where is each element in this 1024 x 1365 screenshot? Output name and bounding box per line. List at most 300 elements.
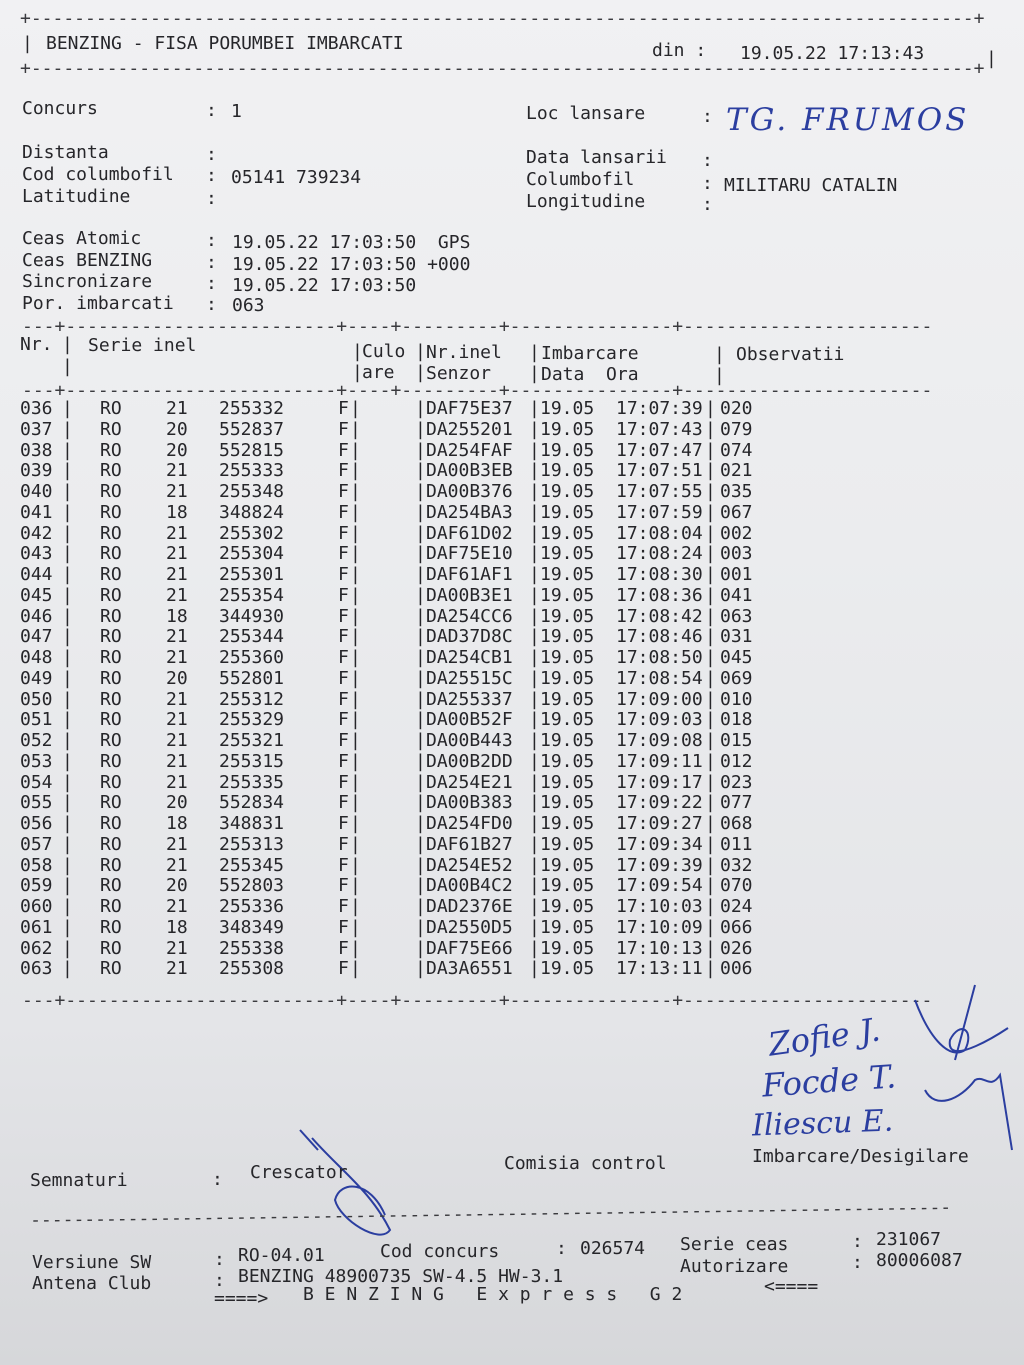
colon: : [702,106,713,127]
cell-sep: | [529,564,540,585]
cell-time: 17:08:54 [616,667,703,689]
cell-year: 21 [166,564,188,585]
cell-nr: 041 [20,501,53,523]
cell-country: RO [100,730,122,751]
cell-nr: 062 [20,937,53,959]
header-culoare-2: are [362,362,395,383]
header-data-ora: Data Ora [541,364,639,385]
cell-date: 19.05 [540,958,595,980]
cell-sex: F [338,709,349,731]
semnaturi-label: Semnaturi [30,1170,128,1191]
cell-sep: | [705,771,716,793]
cell-year: 21 [166,626,188,648]
ceas-benzing-value: 19.05.22 17:03:50 +000 [232,254,471,275]
cell-date: 19.05 [540,564,595,585]
cell-sep: | [415,543,426,565]
cell-sep: | [705,792,716,814]
header-sep: | [62,356,73,377]
distanta-label: Distanta [22,142,109,163]
colon: : [214,1249,225,1270]
cell-year: 21 [166,584,188,606]
header-senzor: Senzor [426,363,492,384]
cell-year: 20 [166,875,188,897]
cell-sep: | [350,896,361,917]
cell-sensor: DA255201 [426,418,513,440]
cell-nr: 036 [20,398,53,419]
cell-sep: | [350,688,361,710]
colon: : [206,230,217,251]
cell-nr: 051 [20,709,53,731]
cell-sensor: DA25515C [426,667,513,689]
cell-year: 21 [166,709,188,731]
cell-sensor: DAF75E37 [426,398,513,419]
cell-year: 21 [166,771,188,793]
cell-time: 17:08:42 [616,605,703,627]
cell-nr: 038 [20,439,53,461]
cell-sex: F [338,647,349,668]
cell-sex: F [338,833,349,855]
cell-ring: 255321 [219,730,285,751]
cell-sep: | [529,813,540,834]
cell-sex: F [338,875,349,897]
cell-country: RO [100,750,122,772]
cell-sep: | [350,460,361,482]
din-label: din : [652,40,707,61]
header-sep: | [62,334,73,355]
cell-sep: | [415,854,426,876]
cell-time: 17:09:11 [616,750,703,772]
cell-sensor: DA254FD0 [426,813,513,834]
cell-sep: | [705,626,716,648]
cell-sep: | [350,875,361,897]
cell-sep: | [62,501,73,523]
cell-sep: | [529,481,540,502]
cell-country: RO [100,584,122,606]
colon: : [206,294,217,315]
cell-nr: 040 [20,481,53,502]
header-culoare-1: Culo [362,341,406,362]
antena-club-label: Antena Club [32,1273,152,1294]
cell-sep: | [705,460,716,482]
colon: : [556,1238,567,1259]
banner-arrow-right: <==== [764,1276,819,1297]
cell-year: 21 [166,460,188,482]
cell-sep: | [705,647,716,668]
cell-date: 19.05 [540,937,595,959]
cell-time: 17:09:54 [616,875,703,897]
cell-sensor: DAF61D02 [426,522,513,544]
cell-date: 19.05 [540,896,595,917]
cell-ring: 255301 [219,564,285,585]
cell-sex: F [338,584,349,606]
colon: : [852,1231,863,1252]
cell-sex: F [338,481,349,502]
comisia-control-label: Comisia control [504,1153,667,1174]
document-title: BENZING - FISA PORUMBEI IMBARCATI [46,33,404,54]
cell-sep: | [415,896,426,917]
cell-obs: 035 [720,481,753,502]
cell-sep: | [350,418,361,440]
cell-sep: | [62,750,73,772]
cell-ring: 348349 [219,916,285,938]
cell-sep: | [705,688,716,710]
cell-time: 17:08:04 [616,522,703,544]
cell-sep: | [350,522,361,544]
cell-country: RO [100,626,122,648]
cell-time: 17:09:39 [616,854,703,876]
colon: : [206,252,217,273]
cell-country: RO [100,958,122,980]
cell-date: 19.05 [540,647,595,668]
cell-ring: 552834 [219,792,285,814]
cell-year: 21 [166,398,188,419]
cell-country: RO [100,813,122,834]
cell-sep: | [705,875,716,897]
cell-sex: F [338,896,349,917]
cell-sep: | [415,522,426,544]
cell-sep: | [415,833,426,855]
cell-time: 17:08:50 [616,647,703,668]
cell-year: 18 [166,916,188,938]
cell-sep: | [415,418,426,440]
cell-obs: 015 [720,730,753,751]
footer-rule: ------------------------------------------------------------------------------------- [30,1197,952,1231]
cell-sep: | [62,439,73,461]
cell-sep: | [350,439,361,461]
cell-sep: | [415,750,426,772]
cell-sep: | [415,771,426,793]
cell-year: 21 [166,522,188,544]
cell-sep: | [350,792,361,814]
cell-time: 17:09:17 [616,771,703,793]
cell-sep: | [62,813,73,834]
cell-nr: 037 [20,418,53,440]
cell-sex: F [338,730,349,751]
cell-sep: | [529,584,540,606]
cell-sep: | [529,667,540,689]
cell-sep: | [529,501,540,523]
cell-sep: | [415,626,426,648]
cell-nr: 059 [20,875,53,897]
cell-sep: | [705,854,716,876]
cell-sep: | [350,481,361,502]
cell-sensor: DA254BA3 [426,501,513,523]
antena-club-value: BENZING 48900735 SW-4.5 HW-3.1 [238,1266,564,1287]
cell-time: 17:09:00 [616,688,703,710]
cell-year: 18 [166,813,188,834]
cell-country: RO [100,543,122,565]
signature-name-3: Iliescu E. [751,1103,894,1144]
cell-sensor: DAF61AF1 [426,564,513,585]
cell-sep: | [529,418,540,440]
cell-sex: F [338,854,349,876]
cell-year: 21 [166,688,188,710]
cell-sep: | [415,958,426,980]
cell-time: 17:07:39 [616,398,703,419]
cell-date: 19.05 [540,875,595,897]
cell-sep: | [62,543,73,565]
cell-time: 17:09:34 [616,833,703,855]
colon: : [702,150,713,171]
cell-sep: | [62,854,73,876]
cell-sensor: DA00B3E1 [426,584,513,606]
cell-sensor: DA254FAF [426,439,513,461]
cell-ring: 255302 [219,522,285,544]
cell-country: RO [100,792,122,814]
cell-ring: 255313 [219,833,285,855]
cell-sensor: DA00B3EB [426,460,513,482]
cell-sensor: DA00B2DD [426,750,513,772]
cell-nr: 043 [20,543,53,565]
cell-obs: 070 [720,875,753,897]
cell-ring: 255333 [219,460,285,482]
cell-sep: | [415,460,426,482]
cell-sep: | [415,667,426,689]
cell-country: RO [100,605,122,627]
cell-sex: F [338,460,349,482]
cell-sep: | [529,730,540,751]
cell-sensor: DA00B376 [426,481,513,502]
header-rule-top: +---------------------------------------------------------------------------------------+ [20,8,985,29]
cell-date: 19.05 [540,522,595,544]
cell-sex: F [338,522,349,544]
cell-sensor: DA00B383 [426,792,513,814]
longitudine-label: Longitudine [526,191,646,212]
header-observatii: Observatii [736,344,845,365]
cell-sep: | [705,896,716,917]
colon: : [702,194,713,215]
cell-obs: 077 [720,792,753,814]
concurs-label: Concurs [22,98,98,119]
cell-sep: | [62,584,73,606]
cell-nr: 045 [20,584,53,606]
ceas-atomic-value: 19.05.22 17:03:50 GPS [232,232,471,253]
cell-date: 19.05 [540,709,595,731]
cell-ring: 255338 [219,937,285,959]
cell-sep: | [529,439,540,461]
cell-sensor: DA254E52 [426,854,513,876]
cell-sep: | [705,937,716,959]
cell-year: 20 [166,439,188,461]
header-sep: | [529,363,540,384]
cell-sex: F [338,916,349,938]
cell-ring: 552801 [219,667,285,689]
cell-country: RO [100,439,122,461]
cell-ring: 255344 [219,626,285,648]
colon: : [852,1252,863,1273]
cell-time: 17:09:27 [616,813,703,834]
cell-sex: F [338,937,349,959]
cod-concurs-label: Cod concurs [380,1241,500,1262]
cell-date: 19.05 [540,813,595,834]
cell-obs: 069 [720,667,753,689]
cell-obs: 021 [720,460,753,482]
cell-nr: 058 [20,854,53,876]
cell-time: 17:08:46 [616,626,703,648]
cell-country: RO [100,522,122,544]
cell-obs: 066 [720,916,753,938]
cell-sex: F [338,605,349,627]
cell-date: 19.05 [540,460,595,482]
header-nr: Nr. [20,334,53,355]
cell-sep: | [350,501,361,523]
cell-sep: | [529,750,540,772]
cell-time: 17:10:13 [616,937,703,959]
cell-sep: | [705,522,716,544]
loc-lansare-label: Loc lansare [526,103,646,124]
cell-sep: | [415,564,426,585]
cell-date: 19.05 [540,501,595,523]
cell-sep: | [350,584,361,606]
cell-obs: 024 [720,896,753,917]
cell-sep: | [350,750,361,772]
cell-country: RO [100,647,122,668]
cell-obs: 041 [720,584,753,606]
versiune-sw-value: RO-04.01 [238,1245,325,1266]
cell-obs: 045 [720,647,753,668]
cell-date: 19.05 [540,667,595,689]
cell-country: RO [100,481,122,502]
cell-date: 19.05 [540,730,595,751]
cell-sensor: DA254CB1 [426,647,513,668]
cell-time: 17:07:43 [616,418,703,440]
cell-sex: F [338,626,349,648]
signature-name-1: Zofie J. [765,1010,883,1064]
cell-date: 19.05 [540,543,595,565]
cell-sep: | [415,792,426,814]
cell-sep: | [62,398,73,419]
cell-country: RO [100,896,122,917]
cell-obs: 032 [720,854,753,876]
cell-year: 21 [166,543,188,565]
cell-ring: 255345 [219,854,285,876]
cell-country: RO [100,398,122,419]
cell-sep: | [415,439,426,461]
cell-time: 17:08:30 [616,564,703,585]
cell-sep: | [62,667,73,689]
cell-sep: | [415,398,426,419]
cell-year: 21 [166,833,188,855]
cell-sep: | [705,813,716,834]
cell-sep: | [705,916,716,938]
cell-sex: F [338,688,349,710]
cell-obs: 018 [720,709,753,731]
cell-obs: 020 [720,398,753,419]
cell-sep: | [529,958,540,980]
cell-country: RO [100,875,122,897]
cell-sep: | [529,605,540,627]
cell-year: 21 [166,481,188,502]
cell-sensor: DAD2376E [426,896,513,917]
columbofil-value: MILITARU CATALIN [724,175,898,196]
cell-year: 20 [166,792,188,814]
banner-arrow-left: ====> [214,1288,269,1309]
cell-date: 19.05 [540,833,595,855]
cell-time: 17:07:47 [616,439,703,461]
cell-ring: 255360 [219,647,285,668]
header-sep: | [415,341,426,362]
cell-sep: | [350,564,361,585]
sincronizare-value: 19.05.22 17:03:50 [232,275,417,296]
header-serie-inel: Serie inel [88,335,197,356]
cell-sex: F [338,667,349,689]
cell-date: 19.05 [540,398,595,419]
cell-obs: 063 [720,605,753,627]
cell-nr: 039 [20,460,53,482]
cell-sensor: DA00B4C2 [426,875,513,897]
cell-sex: F [338,543,349,565]
cell-sep: | [415,647,426,668]
cell-sep: | [529,626,540,648]
cell-sep: | [705,481,716,502]
cell-sep: | [415,730,426,751]
cell-sep: | [62,564,73,585]
colon: : [206,188,217,209]
colon: : [206,273,217,294]
cell-sensor: DA2550D5 [426,916,513,938]
cell-sex: F [338,958,349,980]
cell-sensor: DAF61B27 [426,833,513,855]
por-imbarcati-value: 063 [232,295,265,316]
cell-obs: 067 [720,501,753,523]
cell-obs: 026 [720,937,753,959]
cell-obs: 011 [720,833,753,855]
cell-nr: 060 [20,896,53,917]
cell-sep: | [62,792,73,814]
cell-year: 21 [166,937,188,959]
sincronizare-label: Sincronizare [22,271,153,292]
cell-nr: 046 [20,605,53,627]
cell-time: 17:08:36 [616,584,703,606]
cell-ring: 255315 [219,750,285,772]
cell-sep: | [529,854,540,876]
cell-obs: 079 [720,418,753,440]
cell-sep: | [62,481,73,502]
cell-sep: | [705,750,716,772]
cell-sep: | [415,813,426,834]
cell-time: 17:07:55 [616,481,703,502]
cell-country: RO [100,667,122,689]
cell-time: 17:10:09 [616,916,703,938]
cell-year: 20 [166,418,188,440]
cell-sep: | [62,460,73,482]
cell-sensor: DA3A6551 [426,958,513,980]
cell-nr: 057 [20,833,53,855]
loc-lansare-handwritten: TG. FRUMOS [726,102,970,138]
cell-country: RO [100,916,122,938]
cell-date: 19.05 [540,688,595,710]
header-sep: | [352,341,363,362]
cod-columbofil-label: Cod columbofil [22,164,174,185]
cell-ring: 255354 [219,584,285,606]
cell-ring: 344930 [219,605,285,627]
cell-sep: | [350,709,361,731]
cell-obs: 002 [720,522,753,544]
cell-sep: | [529,460,540,482]
cell-ring: 348831 [219,813,285,834]
cell-sex: F [338,564,349,585]
cell-ring: 348824 [219,501,285,523]
cell-date: 19.05 [540,481,595,502]
header-rule-bottom: +---------------------------------------------------------------------------------------+ [20,58,985,79]
cell-nr: 054 [20,771,53,793]
cell-ring: 552803 [219,875,285,897]
cell-obs: 003 [720,543,753,565]
cell-ring: 255348 [219,481,285,502]
cell-time: 17:08:24 [616,543,703,565]
cell-sep: | [350,813,361,834]
cell-sep: | [415,501,426,523]
